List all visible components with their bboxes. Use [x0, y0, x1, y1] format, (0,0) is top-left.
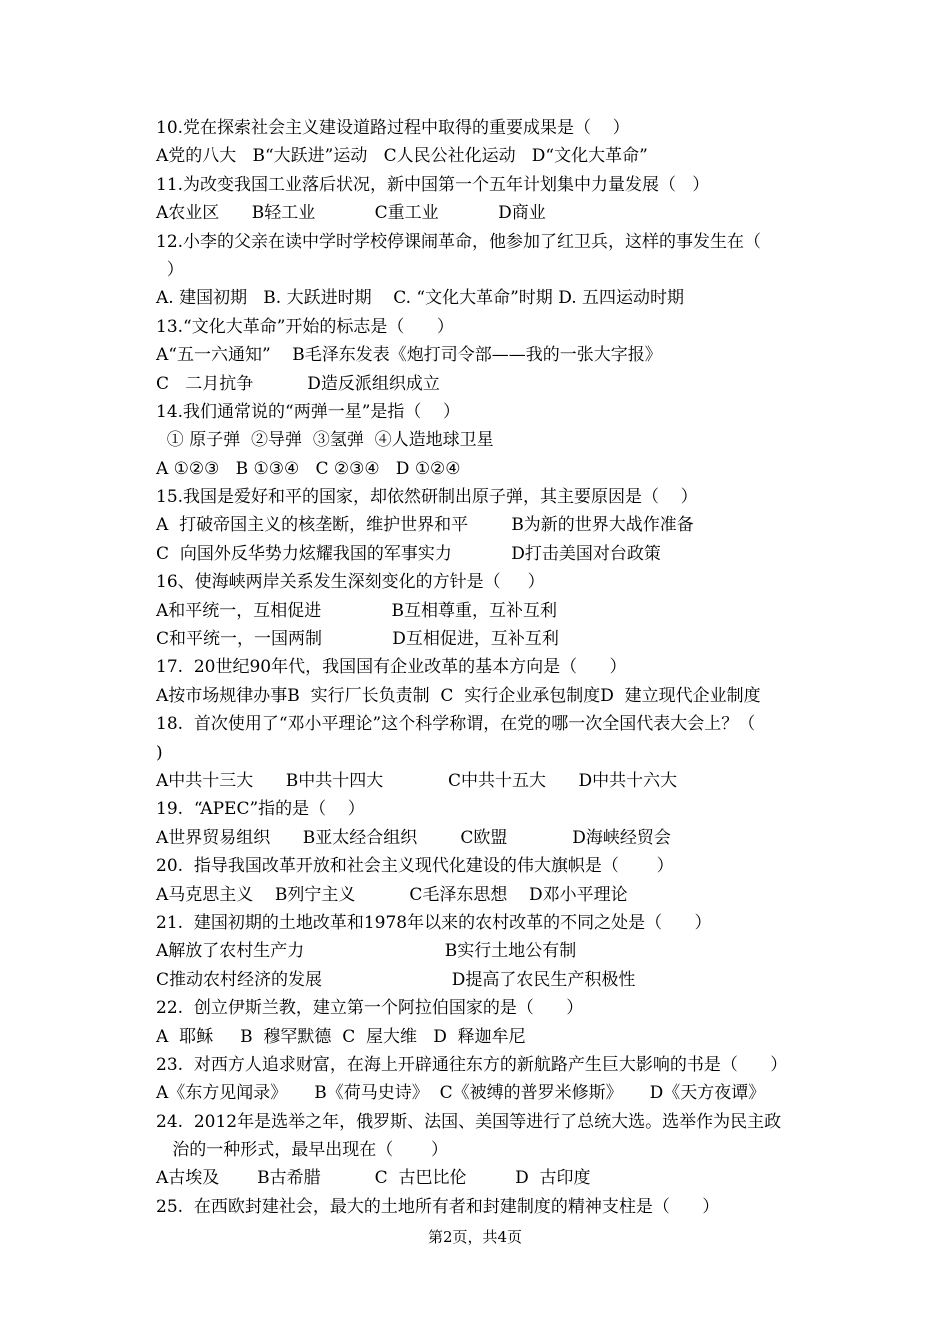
text-line: 治的一种形式，最早出现在（ ）	[156, 1140, 449, 1161]
text-line: A 耶稣 B 穆罕默德 C 屋大维 D 释迦牟尼	[156, 1026, 526, 1047]
text-line: 23. 对西方人追求财富，在海上开辟通往东方的新航路产生巨大影响的书是（ ）	[156, 1054, 788, 1075]
text-line: C 二月抗争 D造反派组织成立	[156, 373, 440, 394]
text-line: )	[156, 742, 163, 763]
text-line: ）	[156, 259, 184, 280]
text-line: A解放了农村生产力 B实行土地公有制	[156, 941, 577, 962]
text-line: 19. “APEC”指的是（ ）	[156, 799, 365, 820]
text-line: A《东方见闻录》 B《荷马史诗》 C《被缚的普罗米修斯》 D《天方夜谭》	[156, 1083, 766, 1104]
text-line: 20. 指导我国改革开放和社会主义现代化建设的伟大旗帜是（ ）	[156, 856, 674, 877]
text-line: 25. 在西欧封建社会，最大的土地所有者和封建制度的精神支柱是（ ）	[156, 1196, 720, 1217]
text-line: 21. 建国初期的土地改革和1978年以来的农村改革的不同之处是（ ）	[156, 912, 712, 933]
text-line: 14.我们通常说的“两弹一星”是指（ ）	[156, 401, 461, 422]
text-line: A农业区 B轻工业 C重工业 D商业	[156, 203, 546, 224]
text-line: ① 原子弹 ②导弹 ③氢弹 ④人造地球卫星	[156, 430, 494, 451]
text-line: A党的八大 B“大跃进”运动 C人民公社化运动 D“文化大革命”	[156, 146, 648, 167]
text-line: 22. 创立伊斯兰教，建立第一个阿拉伯国家的是（ ）	[156, 998, 584, 1019]
text-line: A马克思主义 B列宁主义 C毛泽东思想 D邓小平理论	[156, 884, 628, 905]
text-line: 17. 20世纪90年代，我国国有企业改革的基本方向是（ ）	[156, 657, 627, 678]
page-number-footer: 第2页，共4页	[427, 1228, 523, 1246]
text-line: A和平统一，互相促进 B互相尊重，互补互利	[156, 600, 558, 621]
text-line: 18. 首次使用了“邓小平理论”这个科学称谓，在党的哪一次全国代表大会上？（	[156, 714, 756, 735]
text-line: 13.“文化大革命”开始的标志是（ ）	[156, 316, 454, 337]
text-line: A中共十三大 B中共十四大 C中共十五大 D中共十六大	[156, 770, 678, 791]
text-line: 16、使海峡两岸关系发生深刻变化的方针是（ ）	[156, 572, 545, 593]
text-line: A. 建国初期 B. 大跃进时期 C. “文化大革命”时期 D. 五四运动时期	[156, 288, 685, 309]
text-line: C 向国外反华势力炫耀我国的军事实力 D打击美国对台政策	[156, 543, 661, 564]
text-line: A ①②③ B ①③④ C ②③④ D ①②④	[156, 458, 461, 479]
text-line: A世界贸易组织 B亚太经合组织 C欧盟 D海峡经贸会	[156, 827, 671, 848]
text-line: A古埃及 B古希腊 C 古巴比伦 D 古印度	[156, 1168, 591, 1189]
text-line: A“五一六通知” B毛泽东发表《炮打司令部——我的一张大字报》	[156, 345, 662, 366]
text-line: C和平统一，一国两制 D互相促进，互补互利	[156, 629, 559, 650]
text-line: 10.党在探索社会主义建设道路过程中取得的重要成果是（ ）	[156, 118, 630, 138]
text-line: 15.我国是爱好和平的国家，却依然研制出原子弹，其主要原因是（ ）	[156, 487, 698, 508]
text-line: 24. 2012年是选举之年，俄罗斯、法国、美国等进行了总统大选。选举作为民主政	[156, 1111, 782, 1132]
text-line: A 打破帝国主义的核垄断，维护世界和平 B为新的世界大战作准备	[156, 515, 694, 536]
text-line: C推动农村经济的发展 D提高了农民生产积极性	[156, 969, 636, 990]
question-list	[156, 114, 856, 1221]
text-line: A按市场规律办事B 实行厂长负责制 C 实行企业承包制度D 建立现代企业制度	[156, 685, 761, 706]
text-line: 11.为改变我国工业落后状况，新中国第一个五年计划集中力量发展（ ）	[156, 174, 710, 195]
text-line: 12.小李的父亲在读中学时学校停课闹革命，他参加了红卫兵，这样的事发生在（	[156, 231, 762, 252]
